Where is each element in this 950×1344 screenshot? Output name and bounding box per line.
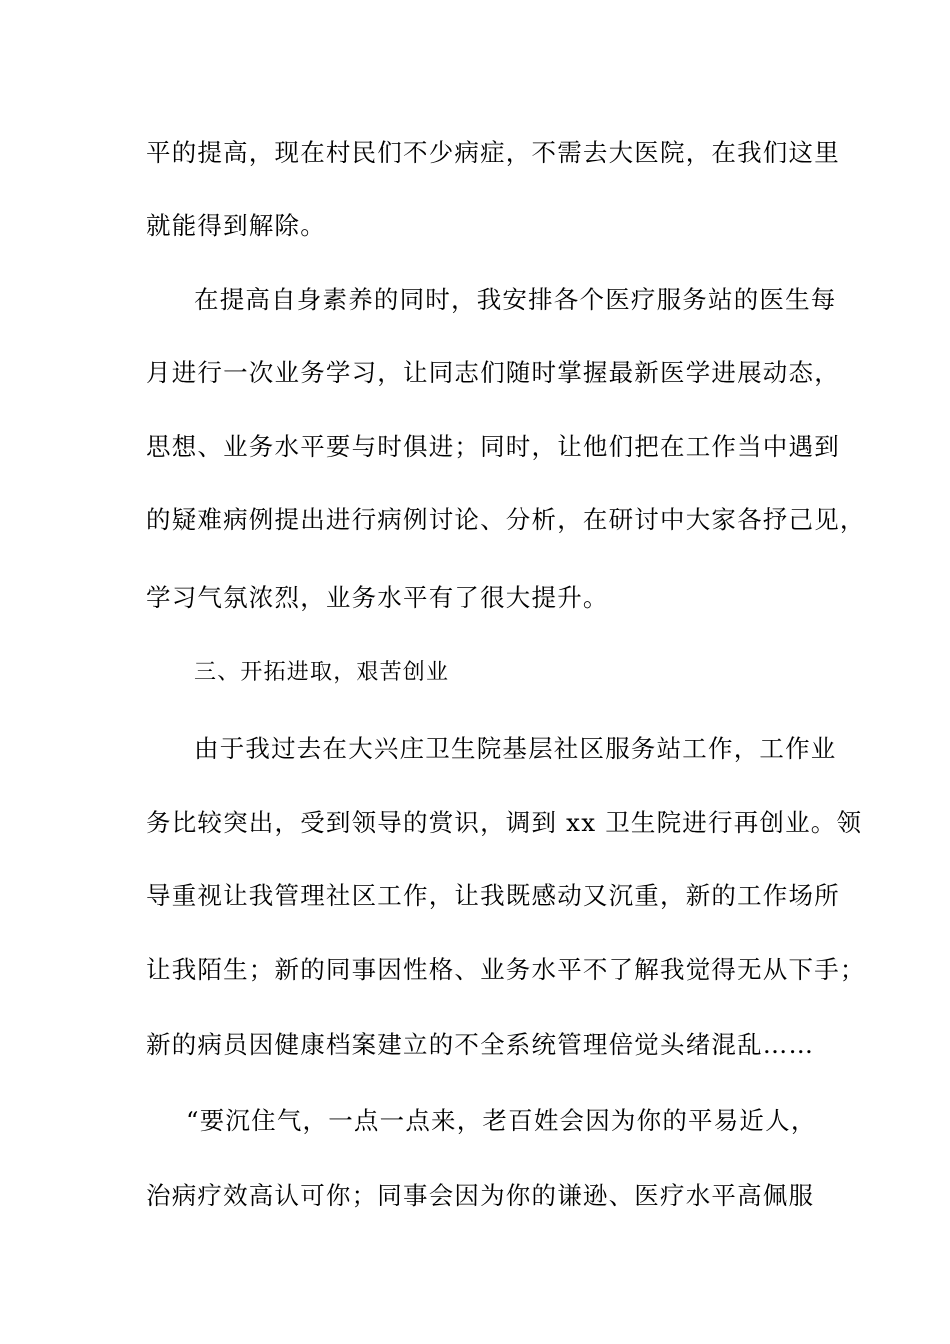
text-line-15: 治病疗效高认可你；同事会因为你的谦逊、医疗水平高佩服 <box>146 1181 815 1210</box>
text-line-9: 由于我过去在大兴庄卫生院基层社区服务站工作，工作业 <box>194 734 837 763</box>
text-line-10: 务比较突出，受到领导的赏识，调到 xx 卫生院进行再创业。领 <box>146 808 863 837</box>
text-line-1: 平的提高，现在村民们不少病症，不需去大医院，在我们这里 <box>146 138 840 167</box>
section-heading: 三、开拓进取，艰苦创业 <box>194 660 450 685</box>
text-line-12: 让我陌生；新的同事因性格、业务水平不了解我觉得无从下手； <box>146 955 866 984</box>
text-line-6: 的疑难病例提出进行病例讨论、分析，在研讨中大家各抒己见， <box>146 505 866 534</box>
text-line-14: “要沉住气，一点一点来，老百姓会因为你的平易近人， <box>186 1106 817 1135</box>
text-line-4: 月进行一次业务学习，让同志们随时掌握最新医学进展动态， <box>146 358 840 387</box>
text-line-5: 思想、业务水平要与时俱进；同时，让他们把在工作当中遇到 <box>146 432 840 461</box>
text-line-11: 导重视让我管理社区工作，让我既感动又沉重，新的工作场所 <box>146 881 840 910</box>
text-line-3: 在提高自身素养的同时，我安排各个医疗服务站的医生每 <box>194 285 837 314</box>
text-line-2: 就能得到解除。 <box>146 211 326 240</box>
text-line-13: 新的病员因健康档案建立的不全系统管理倍觉头绪混乱…… <box>146 1030 815 1059</box>
text-line-7: 学习气氛浓烈，业务水平有了很大提升。 <box>146 583 609 612</box>
